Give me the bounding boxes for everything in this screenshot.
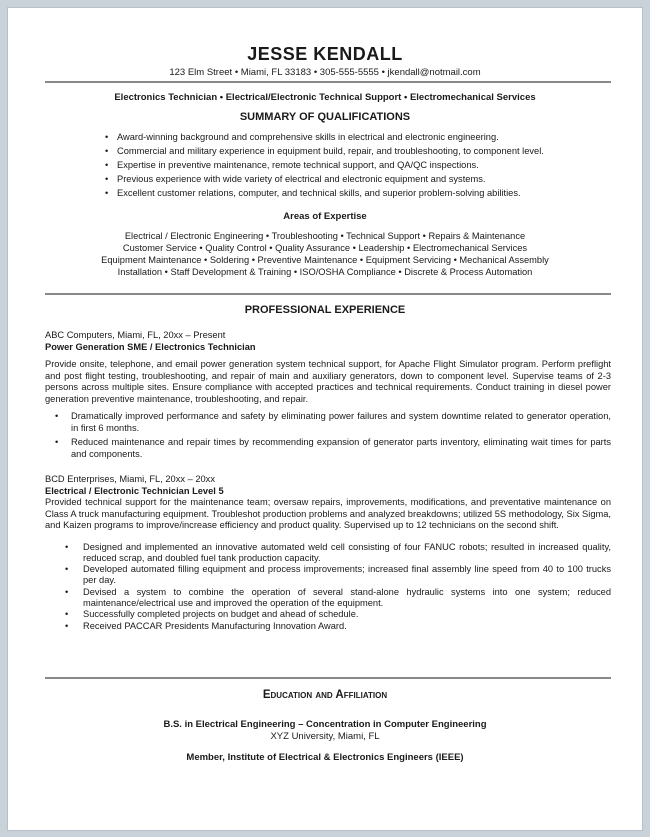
resume-frame xyxy=(8,8,642,830)
job-title: Electrical / Electronic Technician Level 5 xyxy=(45,485,224,496)
summary-list xyxy=(105,130,585,200)
job-achievements xyxy=(45,411,611,460)
expertise-line: Electrical / Electronic Engineering • Troubleshooting • Technical Support • Repairs & Maintenance xyxy=(124,231,526,241)
expertise-line: Equipment Maintenance • Soldering • Preventive Maintenance • Equipment Servicing • Mechanical Assembly xyxy=(101,255,549,265)
list-item: • Designed and implemented an innovative automated weld cell consisting of four FANUC robots; resulted in increased quality, reduced scrap, and doubled fuel tank production capacity. xyxy=(45,542,611,565)
job-entry-bcd xyxy=(45,474,611,632)
job-description: Provided technical support for the maintenance team; oversaw repairs, improvements, modifications, and preventative maintenance on Class A truck manufacturing equipment. Troubleshot production problems and analyzed breakdowns; utilized 5S methodology, Six Sigma, and Kaizen programs to improve/increase efficiency and product quality. Supervised up to 12 technicians on the second shift. xyxy=(45,497,611,530)
education-heading: Education and Affiliation xyxy=(262,689,388,701)
list-item: • Excellent customer relations, computer, and technical skills, and superior problem-solving abilities. xyxy=(105,186,585,200)
list-item: • Previous experience with wide variety of electrical and electronic equipment and systems. xyxy=(105,172,585,186)
summary-heading: SUMMARY OF QUALIFICATIONS xyxy=(239,111,411,123)
header-divider xyxy=(45,81,611,83)
job-achievements xyxy=(45,542,611,632)
list-item: • Devised a system to combine the operation of several stand-alone hydraulic systems into one system; reduced maintenance/electrical use and improved the operation of the equipment. xyxy=(45,587,611,610)
education-block xyxy=(10,719,640,764)
degree: B.S. in Electrical Engineering – Concentration in Computer Engineering xyxy=(163,719,487,730)
list-item: • Reduced maintenance and repair times by recommending expansion of generator parts inventory, eliminating wait times for parts and components. xyxy=(45,437,611,460)
list-item: • Dramatically improved performance and safety by eliminating power failures and system downtime related to generator operation, in first 6 months. xyxy=(45,411,611,434)
expertise-heading: Areas of Expertise xyxy=(283,211,367,222)
list-item: • Commercial and military experience in equipment build, repair, and troubleshooting, to component level. xyxy=(105,144,585,158)
membership: Member, Institute of Electrical & Electronics Engineers (IEEE) xyxy=(186,752,464,763)
job-company: ABC Computers, Miami, FL, 20xx – Present xyxy=(45,330,226,340)
school: XYZ University, Miami, FL xyxy=(270,730,380,742)
list-item: • Expertise in preventive maintenance, remote technical support, and QA/QC inspections. xyxy=(105,158,585,172)
resume-page xyxy=(10,10,640,828)
expertise-list xyxy=(10,230,640,278)
section-divider xyxy=(45,293,611,295)
list-item: • Developed automated filling equipment and process improvements; increased final assembly line speed from 40 to 100 trucks per day. xyxy=(45,564,611,587)
job-company: BCD Enterprises, Miami, FL, 20xx – 20xx xyxy=(45,474,215,484)
list-item: • Award-winning background and comprehensive skills in electrical and electronic engineering. xyxy=(105,130,585,144)
expertise-line: Installation • Staff Development & Training • ISO/OSHA Compliance • Discrete & Process Automation xyxy=(117,267,533,277)
job-description: Provide onsite, telephone, and email power generation system technical support, for Apache Flight Simulator program. Perform preflight and post flight testing, troubleshooting, and repair of main and auxiliary generators, down to component level. Supervise teams of 2-3 persons across multiple sites. Ensure compliance with accepted practices and technical requirements. Conduct training in diesel power generation preventive maintenance, troubleshooting, and repair. xyxy=(45,359,611,404)
section-divider xyxy=(45,677,611,679)
experience-heading: PROFESSIONAL EXPERIENCE xyxy=(244,304,406,316)
list-item: • Received PACCAR Presidents Manufacturing Innovation Award. xyxy=(45,621,611,632)
contact-line: 123 Elm Street • Miami, FL 33183 • 305-555-5555 • jkendall@notmail.com xyxy=(169,67,481,78)
expertise-line: Customer Service • Quality Control • Quality Assurance • Leadership • Electromechanical Services xyxy=(122,243,528,253)
job-title: Power Generation SME / Electronics Technician xyxy=(45,341,256,352)
job-entry-abc xyxy=(45,330,611,463)
professional-titles: Electronics Technician • Electrical/Electronic Technical Support • Electromechanical Services xyxy=(114,92,536,103)
list-item: • Successfully completed projects on budget and ahead of schedule. xyxy=(45,609,611,620)
candidate-name: JESSE KENDALL xyxy=(247,44,403,64)
